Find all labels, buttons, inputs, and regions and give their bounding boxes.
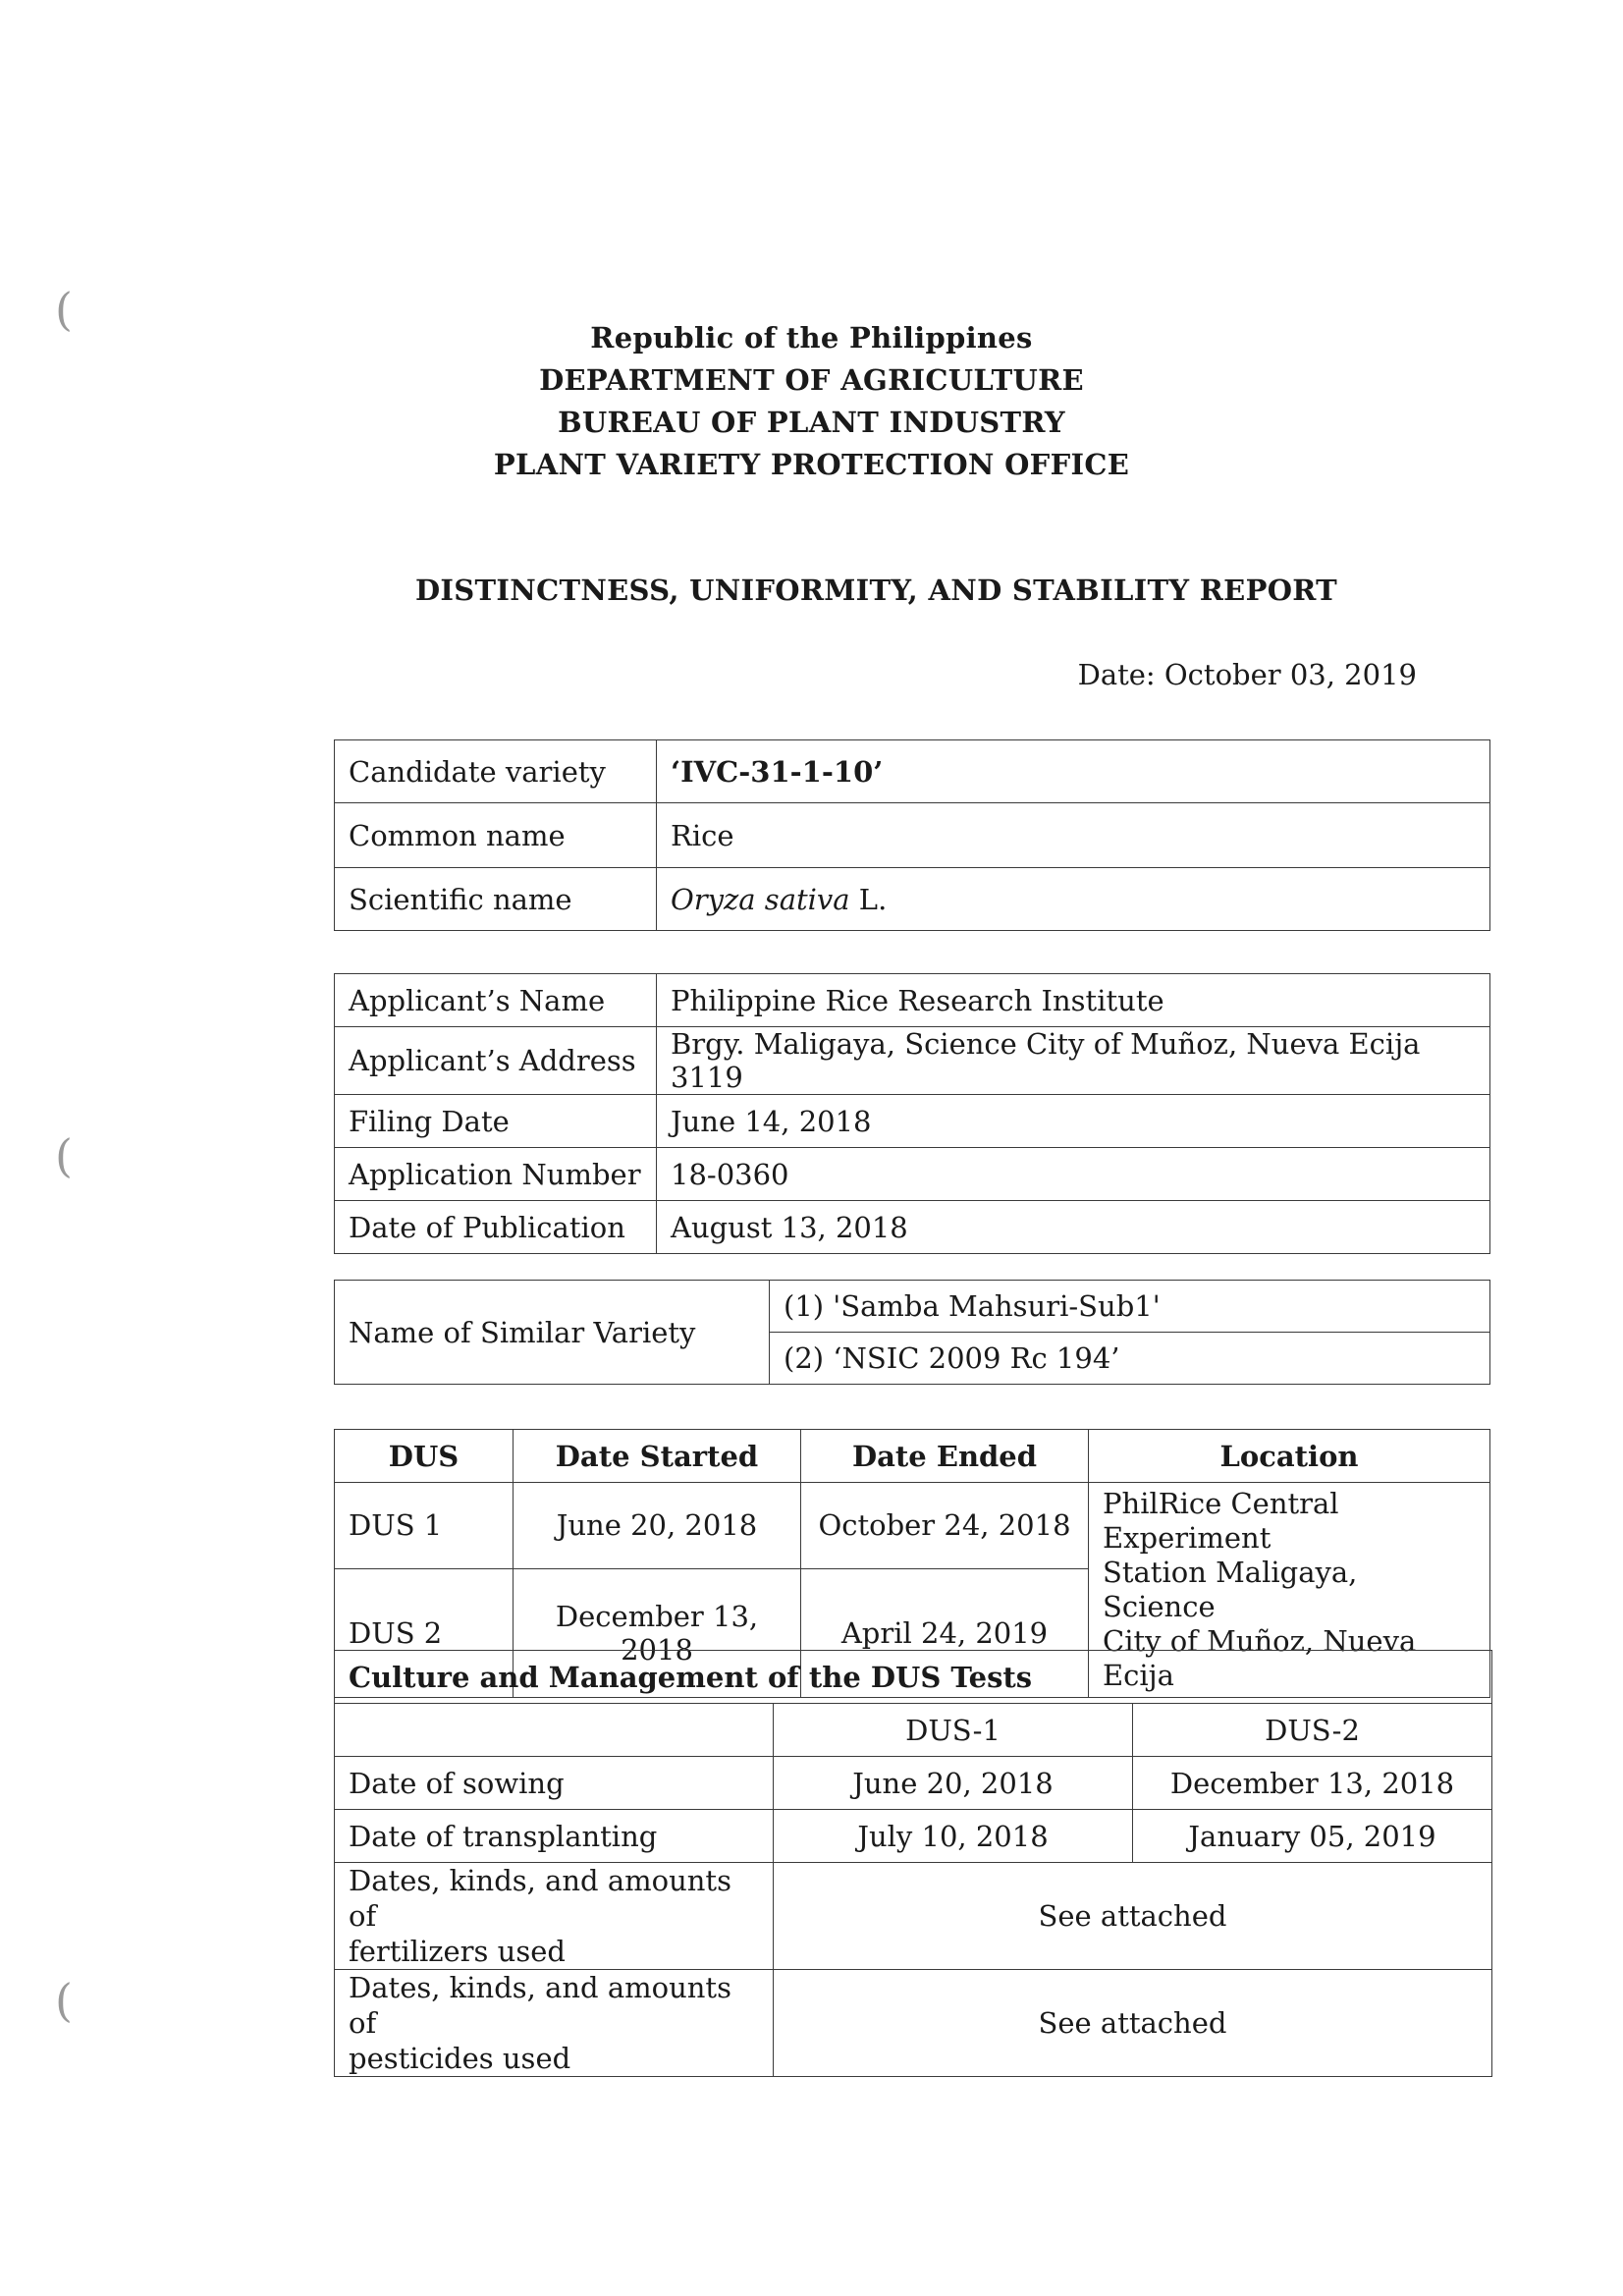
column-header-date-ended: Date Ended (801, 1430, 1089, 1483)
punch-hole-mark: ( (55, 1974, 73, 2027)
pesticides-label-line: Dates, kinds, and amounts of (349, 1971, 731, 2040)
candidate-variety-label: Candidate variety (335, 740, 657, 803)
header-bureau: BUREAU OF PLANT INDUSTRY (558, 406, 1065, 439)
filing-date-label: Filing Date (335, 1095, 657, 1148)
dus-date-ended: April 24, 2019 (801, 1568, 1089, 1697)
column-header-dus1: DUS-1 (774, 1704, 1133, 1757)
culture-management-table (334, 1650, 1492, 2077)
agency-header (0, 317, 1623, 486)
table-row (335, 1810, 1492, 1863)
table-row (335, 1201, 1490, 1254)
pesticides-label-line: pesticides used (349, 2042, 571, 2075)
application-number-value: 18-0360 (657, 1148, 1490, 1201)
applicant-address-value: Brgy. Maligaya, Science City of Muñoz, Nueva Ecija 3119 (657, 1027, 1490, 1095)
table-row (335, 1757, 1492, 1810)
location-line: PhilRice Central Experiment (1103, 1487, 1339, 1555)
publication-date-label: Date of Publication (335, 1201, 657, 1254)
dus-name: DUS 1 (335, 1483, 514, 1569)
publication-date-value: August 13, 2018 (657, 1201, 1490, 1254)
table-row (335, 740, 1490, 803)
column-header-dus: DUS (335, 1430, 514, 1483)
table-row (335, 1148, 1490, 1201)
culture-title: Culture and Management of the DUS Tests (335, 1651, 1492, 1704)
column-header-date-started: Date Started (514, 1430, 801, 1483)
table-row (335, 1281, 1490, 1333)
dus-date-started: June 20, 2018 (514, 1483, 801, 1569)
table-row (335, 1863, 1492, 1970)
table-row (335, 1704, 1492, 1757)
dus-date-started: December 13, 2018 (514, 1568, 801, 1697)
column-header-location: Location (1089, 1430, 1490, 1483)
sowing-dus2: December 13, 2018 (1133, 1757, 1492, 1810)
report-date: Date: October 03, 2019 (1077, 658, 1417, 691)
table-row (335, 974, 1490, 1027)
header-republic: Republic of the Philippines (590, 321, 1033, 355)
table-row (335, 803, 1490, 868)
applicant-name-value: Philippine Rice Research Institute (657, 974, 1490, 1027)
table-header-row (335, 1651, 1492, 1704)
location-line: Station Maligaya, Science (1103, 1556, 1358, 1623)
header-office: PLANT VARIETY PROTECTION OFFICE (493, 448, 1130, 481)
report-title: DISTINCTNESS, UNIFORMITY, AND STABILITY REPORT (414, 574, 1338, 607)
empty-cell (335, 1704, 774, 1757)
applicant-name-label: Applicant’s Name (335, 974, 657, 1027)
similar-variety-label: Name of Similar Variety (335, 1281, 770, 1385)
location-line: City of Muñoz, Nueva Ecija (1103, 1624, 1417, 1692)
table-header-row (335, 1430, 1490, 1483)
header-department: DEPARTMENT OF AGRICULTURE (539, 363, 1084, 397)
punch-hole-mark: ( (55, 1129, 73, 1182)
similar-variety-item: (2) ‘NSIC 2009 Rc 194’ (770, 1333, 1490, 1385)
common-name-label: Common name (335, 803, 657, 868)
table-row (335, 1095, 1490, 1148)
filing-date-value: June 14, 2018 (657, 1095, 1490, 1148)
applicant-address-label: Applicant’s Address (335, 1027, 657, 1095)
scientific-binomial: Oryza sativa (671, 882, 850, 916)
application-number-label: Application Number (335, 1148, 657, 1201)
fertilizers-label (335, 1863, 774, 1970)
fertilizers-value: See attached (774, 1863, 1492, 1970)
dus-date-ended: October 24, 2018 (801, 1483, 1089, 1569)
table-row (335, 1483, 1490, 1569)
pesticides-label (335, 1970, 774, 2077)
scientific-author: L. (849, 882, 888, 916)
punch-hole-mark: ( (55, 283, 73, 336)
dus-name: DUS 2 (335, 1568, 514, 1697)
variety-table (334, 739, 1490, 931)
common-name-value: Rice (657, 803, 1490, 868)
sowing-dus1: June 20, 2018 (774, 1757, 1133, 1810)
transplanting-dus2: January 05, 2019 (1133, 1810, 1492, 1863)
column-header-dus2: DUS-2 (1133, 1704, 1492, 1757)
table-row (335, 868, 1490, 931)
scientific-name-value (657, 868, 1490, 931)
transplanting-dus1: July 10, 2018 (774, 1810, 1133, 1863)
applicant-table (334, 973, 1490, 1254)
scientific-name-label: Scientific name (335, 868, 657, 931)
fertilizers-label-line: fertilizers used (349, 1935, 566, 1968)
table-row (335, 1027, 1490, 1095)
pesticides-value: See attached (774, 1970, 1492, 2077)
similar-variety-item: (1) 'Samba Mahsuri-Sub1' (770, 1281, 1490, 1333)
fertilizers-label-line: Dates, kinds, and amounts of (349, 1864, 731, 1933)
table-row (335, 1970, 1492, 2077)
similar-variety-table (334, 1280, 1490, 1385)
transplanting-label: Date of transplanting (335, 1810, 774, 1863)
sowing-label: Date of sowing (335, 1757, 774, 1810)
candidate-variety-value: ‘IVC-31-1-10’ (657, 740, 1490, 803)
